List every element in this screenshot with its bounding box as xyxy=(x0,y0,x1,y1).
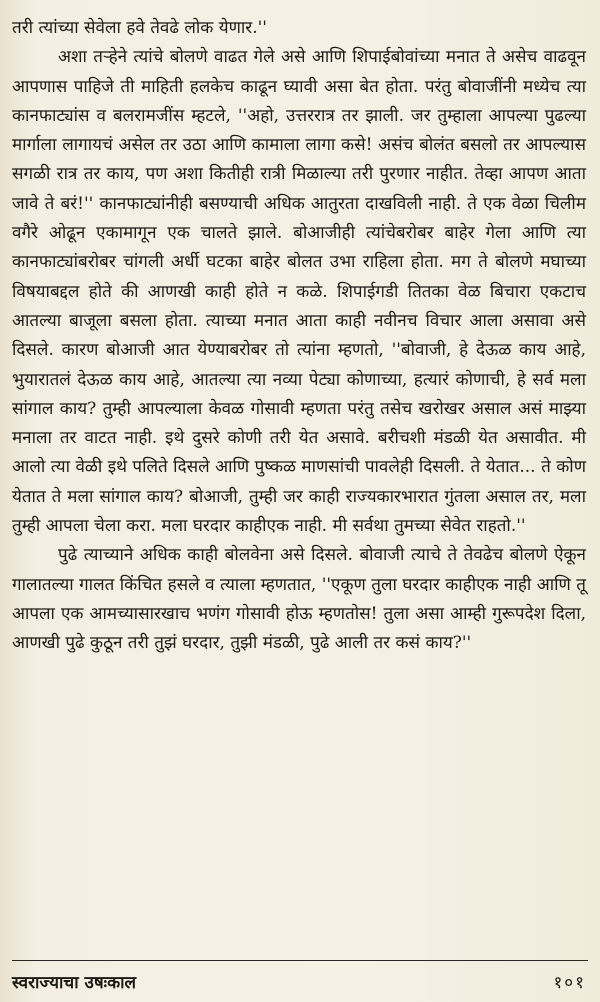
paragraph-dialogue: अशा तऱ्हेने त्यांचे बोलणे वाढत गेले असे आणि शिपाईबोवांच्या मनात ते असेच वाढवून आपणास पाहिजे ती माहिती हलकेच काढून घ्यावी असा बेत होता. परंतु बोवाजींनी मध्येच त्या कानफाट्यांस व बलरामजींस म्हटले, ''अहो, उत्तररात्र तर झाली. जर तुम्हाला आपल्या पुढल्या मार्गाला लागायचं असेल तर उठा आणि कामाला लागा कसे! असंच बोलंत बसलो तर आपल्यास सगळी रात्र तर काय, पण अशा कितीही रात्री मिळाल्या तरी पुरणार नाहीत. तेव्हा आपण आता जावे ते बरं!'' कानफाट्यांनीही बसण्याची अधिक आतुरता दाखविली नाही. ते एक वेळा चिलीम वगैरे ओढून एकामागून एक चालते झाले. बोआजीही त्यांचेबरोबर बाहेर गेला आणि त्या कानफाट्यांबरोबर चांगली अर्धी घटका बाहेर बोलत उभा राहिला होता. मग ते बोलणे मघाच्या विषयाबद्दल होते की आणखी काही होते न कळे. शिपाईगडी तितका वेळ बिचारा एकटाच आतल्या बाजूला बसला होता. त्याच्या मनात आता काही नवीनच विचार आला असावा असे दिसले. कारण बोआजी आत येण्याबरोबर तो त्यांना म्हणतो, ''बोवाजी, हे देऊळ काय आहे, भुयारातलं देऊळ काय आहे, आतल्या त्या नव्या पेट्या कोणाच्या, हत्यारं कोणाची, हे सर्व मला सांगाल काय? तुम्ही आपल्याला केवळ गोसावी म्हणता परंतु तसेच खरोखर असाल असं माझ्या मनाला तर वाटत नाही. इथे दुसरे कोणी तरी येत असावे. बरीचशी मंडळी येत असावीत. मी आलो त्या वेळी इथे पलिते दिसले आणि पुष्कळ माणसांची पावलेही दिसली. ते येतात... ते कोण येतात ते मला सांगाल काय? बोआजी, तुम्ही जर काही राज्यकारभारात गुंतला असाल तर, मला तुम्ही आपला चेला करा. मला घरदार काहीएक नाही. मी सर्वथा तुमच्या सेवेत राहतो.'' xyxy=(12,47,586,537)
body-text xyxy=(12,14,586,659)
page-footer xyxy=(12,966,586,996)
book-title: स्वराज्याचा उषःकाल xyxy=(12,972,137,993)
paragraph-continuation: तरी त्यांच्या सेवेला हवे तेवढे लोक येणार.'' xyxy=(12,18,267,38)
paragraph-reply: पुढे त्याच्याने अधिक काही बोलवेना असे दिसले. बोवाजी त्याचे ते तेवढेच बोलणे ऐकून गालातल्या गालत किंचित हसले व त्याला म्हणतात, ''एकूण तुला घरदार काहीएक नाही आणि तू आपला एक आमच्यासारखाच भणंग गोसावी होऊ म्हणतोस! तुला असा आम्ही गुरूपदेश दिला, आणखी पुढे कुठून तरी तुझं घरदार, तुझी मंडळी, पुढे आली तर कसं काय?'' xyxy=(12,545,586,654)
footer-divider xyxy=(12,960,588,961)
page-number: १०१ xyxy=(553,972,586,993)
